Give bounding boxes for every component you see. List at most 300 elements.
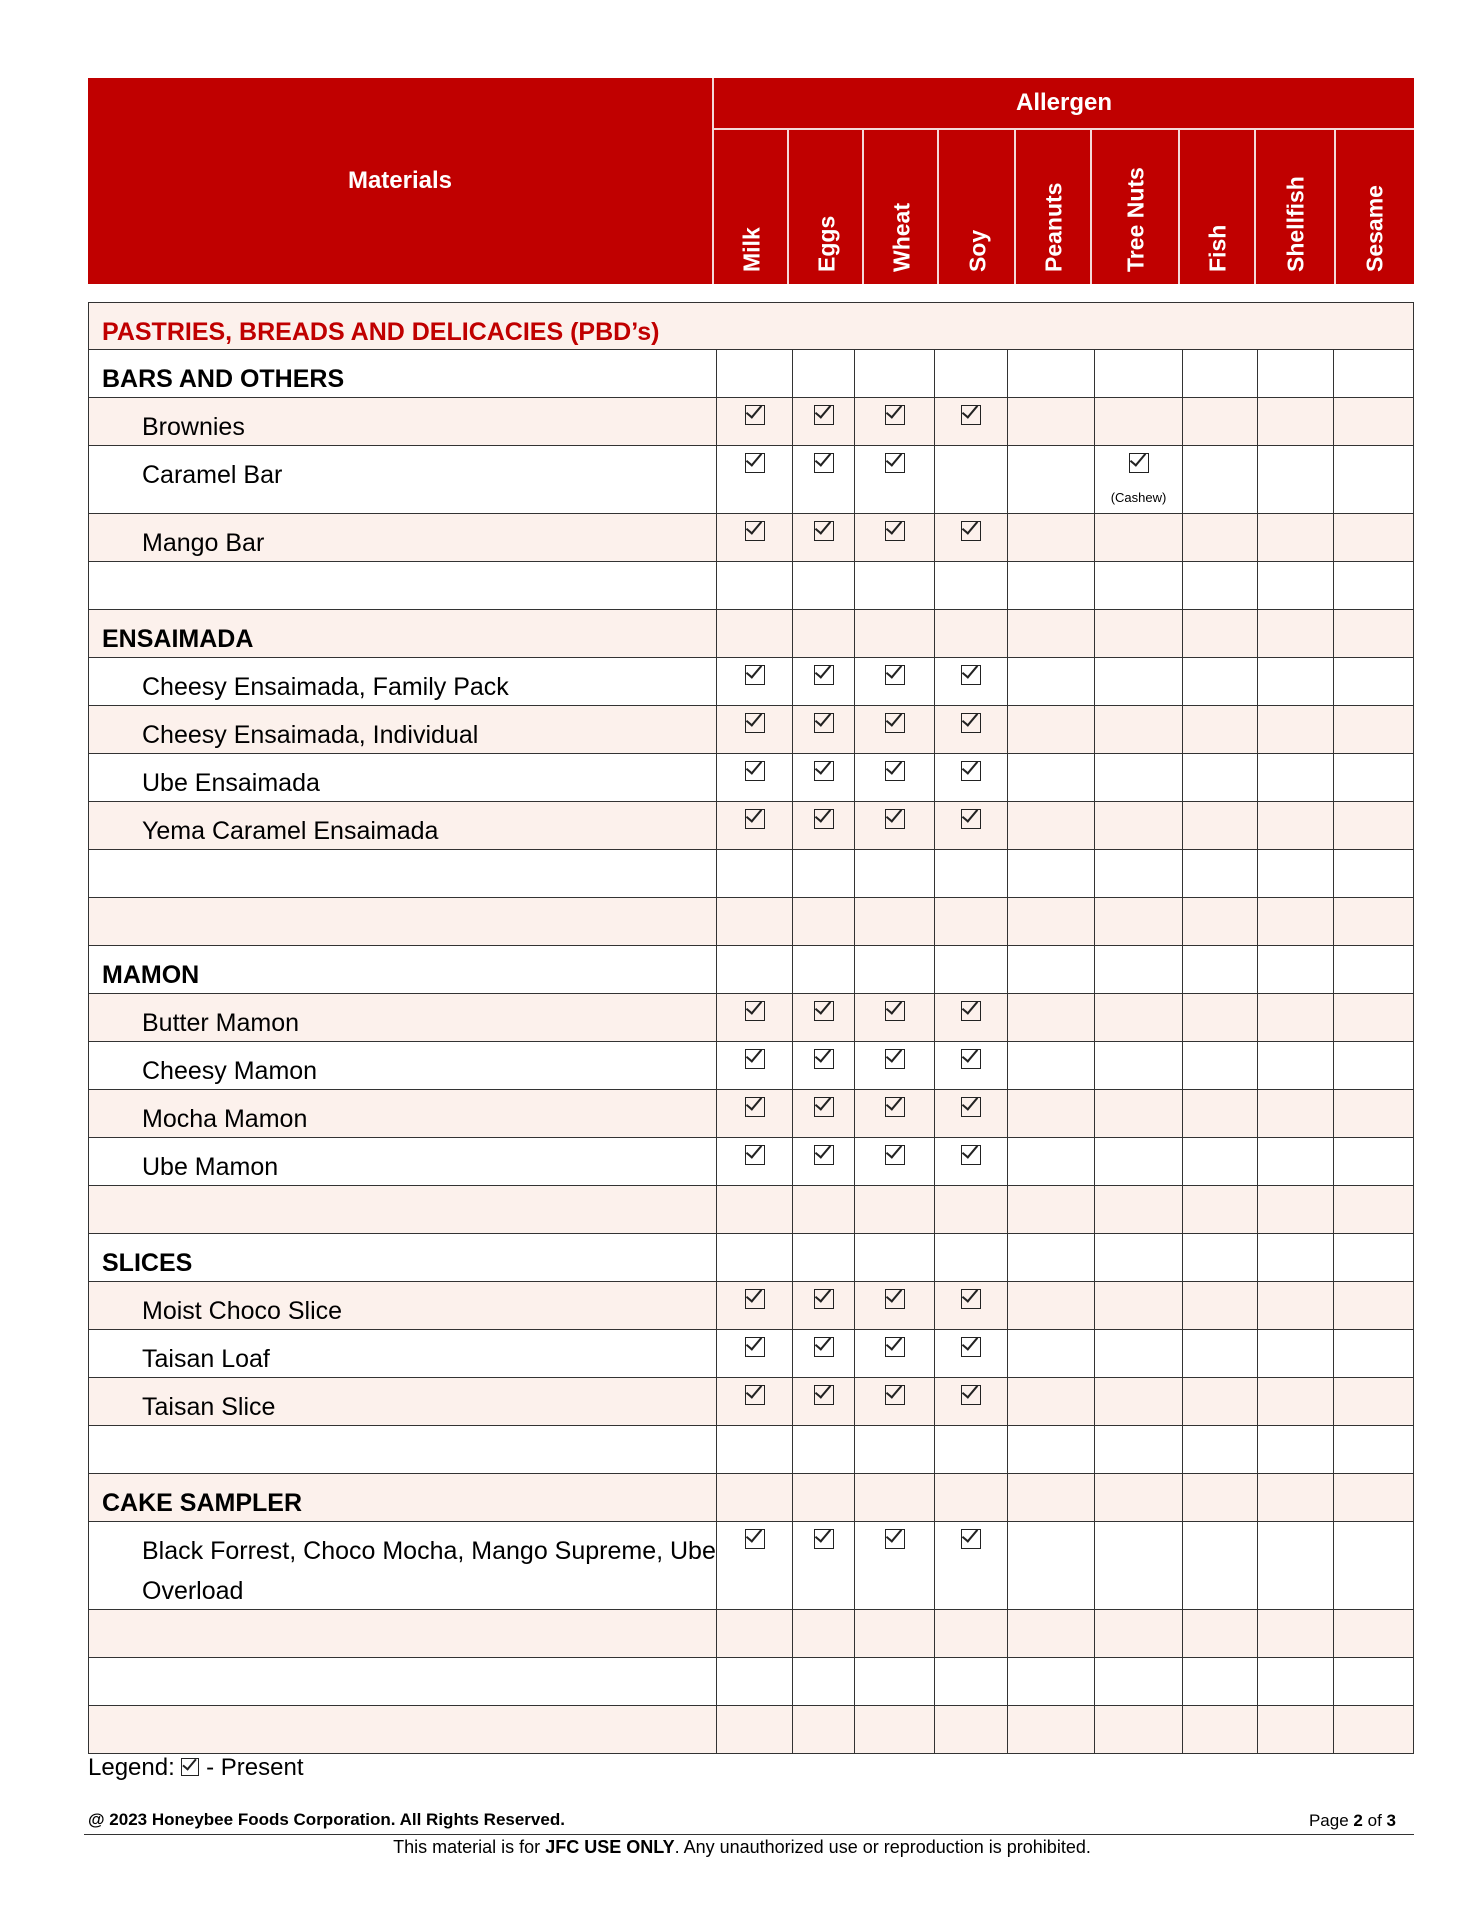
allergen-cell	[1182, 658, 1257, 705]
allergen-cell	[934, 994, 1007, 1041]
disclaimer-emphasis: JFC USE ONLY	[545, 1837, 675, 1857]
allergen-cell	[1257, 562, 1333, 609]
allergen-note: (Cashew)	[1110, 490, 1167, 505]
present-check	[855, 1529, 934, 1554]
present-check	[717, 809, 792, 834]
allergen-cell	[854, 802, 934, 849]
allergen-cell	[1007, 850, 1094, 897]
present-check	[793, 1289, 854, 1314]
allergen-cell	[1182, 350, 1257, 397]
allergen-cell	[934, 658, 1007, 705]
allergen-cell	[716, 398, 792, 445]
table-row	[88, 1282, 1414, 1330]
checkbox-icon	[961, 1385, 981, 1405]
table-row	[88, 398, 1414, 446]
checkbox-icon	[181, 1758, 199, 1776]
allergen-cell	[1094, 802, 1182, 849]
page-prefix: Page	[1308, 1811, 1349, 1830]
allergen-cell	[934, 1186, 1007, 1233]
allergen-cell	[716, 1378, 792, 1425]
blank-row	[88, 1706, 1414, 1754]
allergen-cell	[934, 1474, 1007, 1521]
checkbox-icon	[885, 1385, 905, 1405]
allergen-cell	[1094, 1706, 1182, 1753]
allergen-cell	[792, 1330, 854, 1377]
allergen-cell	[1257, 1138, 1333, 1185]
allergen-cell	[716, 706, 792, 753]
checkbox-icon	[961, 809, 981, 829]
allergen-cell	[1094, 1522, 1182, 1609]
allergen-cell	[1007, 946, 1094, 993]
checkbox-icon	[961, 521, 981, 541]
allergen-cell	[1333, 1706, 1415, 1753]
allergen-cell	[854, 610, 934, 657]
allergen-cell	[716, 898, 792, 945]
allergen-cell	[1094, 706, 1182, 753]
allergen-cell	[1007, 350, 1094, 397]
allergen-cell	[1333, 658, 1415, 705]
allergen-header-sesame	[1336, 130, 1414, 284]
category-label: CAKE SAMPLER	[102, 1489, 303, 1517]
allergen-cell	[792, 1610, 854, 1657]
checkbox-icon	[885, 521, 905, 541]
allergen-cell	[1182, 514, 1257, 561]
allergen-cell	[1094, 1138, 1182, 1185]
checkbox-icon	[885, 713, 905, 733]
allergen-cell	[934, 398, 1007, 445]
allergen-cell	[934, 514, 1007, 561]
allergen-header-shellfish	[1256, 130, 1336, 284]
allergen-cell	[716, 562, 792, 609]
allergen-cell	[1094, 1234, 1182, 1281]
legend-text: - Present	[206, 1754, 304, 1781]
material-name: Mocha Mamon	[142, 1105, 308, 1133]
allergen-cell	[1182, 1426, 1257, 1473]
allergen-cell	[1182, 562, 1257, 609]
allergen-cell	[1094, 1474, 1182, 1521]
allergen-cell	[854, 1090, 934, 1137]
allergen-cell	[716, 658, 792, 705]
allergen-cell	[716, 1522, 792, 1609]
allergen-cell	[1094, 1282, 1182, 1329]
allergen-cell	[792, 562, 854, 609]
allergen-cell	[1007, 1330, 1094, 1377]
material-name: Ube Mamon	[142, 1153, 279, 1181]
material-name: Butter Mamon	[142, 1009, 300, 1037]
checkbox-icon	[885, 761, 905, 781]
present-check	[935, 1289, 1007, 1314]
allergen-cell	[716, 994, 792, 1041]
present-check	[793, 1001, 854, 1026]
page-number	[1196, 1811, 1396, 1831]
allergen-cell	[1257, 898, 1333, 945]
header-divider	[787, 130, 789, 284]
legend	[88, 1754, 303, 1782]
allergen-header-label: Peanuts	[1040, 182, 1067, 272]
allergen-cell	[1007, 1474, 1094, 1521]
allergen-cell	[854, 398, 934, 445]
allergen-cell	[1007, 1234, 1094, 1281]
checkbox-icon	[814, 1337, 834, 1357]
allergen-cell	[1182, 1706, 1257, 1753]
allergen-cell	[792, 1378, 854, 1425]
material-name	[89, 562, 716, 609]
allergen-cell	[1182, 946, 1257, 993]
present-check	[935, 1385, 1007, 1410]
allergen-cell	[934, 1426, 1007, 1473]
allergen-cell	[1094, 1090, 1182, 1137]
allergen-cell	[1182, 1282, 1257, 1329]
material-name: Taisan Slice	[142, 1393, 276, 1421]
allergen-cell	[716, 1330, 792, 1377]
page-of: of	[1367, 1811, 1382, 1830]
present-check	[935, 761, 1007, 786]
allergen-cell	[1094, 1042, 1182, 1089]
present-check	[935, 405, 1007, 430]
allergen-cell	[1333, 1330, 1415, 1377]
allergen-cell	[1007, 1706, 1094, 1753]
checkbox-icon	[745, 1049, 765, 1069]
allergen-cell	[1257, 658, 1333, 705]
allergen-cell	[854, 1378, 934, 1425]
present-check	[717, 1385, 792, 1410]
present-check	[717, 1001, 792, 1026]
allergen-cell	[1182, 706, 1257, 753]
checkbox-icon	[885, 1001, 905, 1021]
allergen-cell	[1333, 1234, 1415, 1281]
allergen-cell	[792, 1138, 854, 1185]
checkbox-icon	[745, 1145, 765, 1165]
allergen-cell	[792, 610, 854, 657]
material-name: Cheesy Ensaimada, Individual	[142, 721, 479, 749]
material-name: Mango Bar	[142, 529, 265, 557]
allergen-cell	[1182, 398, 1257, 445]
checkbox-icon	[814, 1001, 834, 1021]
checkbox-icon	[745, 809, 765, 829]
checkbox-icon	[814, 1097, 834, 1117]
allergen-cell	[1333, 1426, 1415, 1473]
allergen-cell	[854, 1042, 934, 1089]
checkbox-icon	[745, 713, 765, 733]
header-divider	[937, 130, 939, 284]
checkbox-icon	[814, 809, 834, 829]
allergen-header: Allergen	[1015, 89, 1113, 116]
allergen-cell	[1094, 398, 1182, 445]
allergen-cell	[716, 1282, 792, 1329]
checkbox-icon	[961, 665, 981, 685]
blank-row	[88, 1426, 1414, 1474]
allergen-header-label: Soy	[964, 229, 990, 272]
checkbox-icon	[885, 1097, 905, 1117]
allergen-cell	[716, 1042, 792, 1089]
allergen-cell	[792, 1090, 854, 1137]
material-name	[89, 1610, 716, 1657]
allergen-cell	[716, 1090, 792, 1137]
allergen-cell	[934, 1706, 1007, 1753]
blank-row	[88, 1610, 1414, 1658]
present-check	[855, 809, 934, 834]
allergen-cell	[1094, 658, 1182, 705]
blank-row	[88, 1186, 1414, 1234]
checkbox-icon	[814, 761, 834, 781]
allergen-header-label: Wheat	[888, 203, 914, 272]
allergen-cell	[1182, 994, 1257, 1041]
page-current: 2	[1353, 1811, 1363, 1830]
allergen-cell	[854, 350, 934, 397]
allergen-cell	[1333, 1610, 1415, 1657]
checkbox-icon	[745, 1289, 765, 1309]
allergen-cell	[1094, 350, 1182, 397]
present-check	[855, 713, 934, 738]
present-check	[935, 1049, 1007, 1074]
allergen-cell	[934, 562, 1007, 609]
allergen-cell	[1182, 1474, 1257, 1521]
allergen-cell	[934, 1090, 1007, 1137]
footer-divider	[84, 1834, 1414, 1835]
present-check	[793, 1337, 854, 1362]
checkbox-icon	[814, 1529, 834, 1549]
category-row	[88, 350, 1414, 398]
allergen-cell	[934, 754, 1007, 801]
table-row	[88, 1090, 1414, 1138]
table-row	[88, 754, 1414, 802]
allergen-cell	[1182, 850, 1257, 897]
checkbox-icon	[885, 453, 905, 473]
allergen-cell	[1333, 946, 1415, 993]
section-row	[88, 302, 1414, 350]
material-name	[89, 1706, 716, 1753]
allergen-cell	[934, 350, 1007, 397]
allergen-cell	[1007, 1378, 1094, 1425]
allergen-cell	[1007, 610, 1094, 657]
allergen-cell	[854, 1706, 934, 1753]
present-check	[1095, 453, 1182, 478]
checkbox-icon	[745, 521, 765, 541]
checkbox-icon	[885, 1049, 905, 1069]
allergen-cell	[934, 446, 1007, 513]
present-check	[855, 1385, 934, 1410]
present-check	[935, 1529, 1007, 1554]
allergen-cell	[1007, 1426, 1094, 1473]
allergen-cell	[1182, 1522, 1257, 1609]
present-check	[855, 405, 934, 430]
present-check	[793, 405, 854, 430]
present-check	[793, 453, 854, 478]
present-check	[793, 665, 854, 690]
allergen-cell	[1094, 1426, 1182, 1473]
allergen-cell	[1007, 1522, 1094, 1609]
allergen-header-milk	[714, 130, 789, 284]
allergen-cell	[1333, 754, 1415, 801]
material-name: Ube Ensaimada	[142, 769, 320, 797]
allergen-header-fish	[1180, 130, 1256, 284]
allergen-cell	[792, 1042, 854, 1089]
table-row	[88, 1138, 1414, 1186]
allergen-cell	[1333, 398, 1415, 445]
allergen-cell	[716, 610, 792, 657]
allergen-cell	[1333, 1378, 1415, 1425]
present-check	[855, 453, 934, 478]
present-check	[855, 1289, 934, 1314]
section-title: PASTRIES, BREADS AND DELICACIES (PBD’s)	[102, 318, 660, 346]
allergen-cell	[1007, 658, 1094, 705]
category-row	[88, 946, 1414, 994]
checkbox-icon	[1129, 453, 1149, 473]
allergen-cell	[792, 706, 854, 753]
checkbox-icon	[885, 1289, 905, 1309]
present-check	[855, 761, 934, 786]
present-check	[855, 1337, 934, 1362]
material-name: Taisan Loaf	[142, 1345, 270, 1373]
allergen-cell	[854, 562, 934, 609]
allergen-cell	[1333, 898, 1415, 945]
blank-row	[88, 850, 1414, 898]
material-name: Cheesy Ensaimada, Family Pack	[142, 673, 509, 701]
allergen-cell	[934, 1042, 1007, 1089]
allergen-cell	[1333, 1522, 1415, 1609]
allergen-cell	[934, 1610, 1007, 1657]
disclaimer-prefix: This material is for	[393, 1837, 541, 1857]
allergen-cell	[1333, 514, 1415, 561]
allergen-cell	[792, 1426, 854, 1473]
checkbox-icon	[745, 1001, 765, 1021]
allergen-cell	[854, 754, 934, 801]
category-label: MAMON	[102, 961, 200, 989]
checkbox-icon	[885, 665, 905, 685]
allergen-cell	[1257, 1426, 1333, 1473]
allergen-cell	[1007, 802, 1094, 849]
present-check	[717, 1289, 792, 1314]
allergen-header-label: Eggs	[813, 215, 839, 272]
allergen-cell	[854, 1474, 934, 1521]
allergen-cell	[716, 946, 792, 993]
checkbox-icon	[961, 1097, 981, 1117]
disclaimer	[0, 1837, 1484, 1858]
allergen-cell	[792, 1186, 854, 1233]
table-row	[88, 802, 1414, 850]
allergen-cell	[792, 1474, 854, 1521]
allergen-header-label: Fish	[1204, 224, 1231, 272]
allergen-cell	[1182, 802, 1257, 849]
allergen-cell	[1182, 1658, 1257, 1705]
allergen-cell	[934, 802, 1007, 849]
table-row	[88, 514, 1414, 562]
checkbox-icon	[814, 453, 834, 473]
present-check	[717, 1049, 792, 1074]
allergen-cell	[1182, 1186, 1257, 1233]
checkbox-icon	[814, 405, 834, 425]
allergen-cell	[1333, 446, 1415, 513]
allergen-cell	[934, 1282, 1007, 1329]
checkbox-icon	[745, 453, 765, 473]
present-check	[855, 665, 934, 690]
checkbox-icon	[745, 665, 765, 685]
checkbox-icon	[745, 1097, 765, 1117]
allergen-cell	[1094, 514, 1182, 561]
allergen-cell	[1257, 446, 1333, 513]
allergen-cell	[1257, 706, 1333, 753]
allergen-cell	[1094, 1186, 1182, 1233]
present-check	[935, 665, 1007, 690]
allergen-cell	[854, 1186, 934, 1233]
category-row	[88, 1234, 1414, 1282]
header-divider	[862, 130, 864, 284]
allergen-cell	[716, 1186, 792, 1233]
allergen-cell	[792, 946, 854, 993]
allergen-cell	[1182, 1090, 1257, 1137]
allergen-cell	[1333, 350, 1415, 397]
allergen-cell	[1007, 1658, 1094, 1705]
allergen-cell	[854, 446, 934, 513]
allergen-cell	[1257, 1186, 1333, 1233]
allergen-cell	[1333, 802, 1415, 849]
allergen-cell	[1007, 1282, 1094, 1329]
allergen-cell	[1257, 994, 1333, 1041]
allergen-cell	[792, 1522, 854, 1609]
present-check	[793, 1145, 854, 1170]
allergen-cell	[792, 1706, 854, 1753]
allergen-cell	[792, 514, 854, 561]
allergen-cell	[1257, 398, 1333, 445]
legend-label: Legend:	[88, 1754, 175, 1781]
checkbox-icon	[814, 521, 834, 541]
allergen-cell	[934, 850, 1007, 897]
category-row	[88, 1474, 1414, 1522]
checkbox-icon	[814, 1385, 834, 1405]
checkbox-icon	[961, 761, 981, 781]
present-check	[717, 1529, 792, 1554]
present-check	[717, 1097, 792, 1122]
page-total: 3	[1386, 1811, 1396, 1830]
allergen-cell	[854, 514, 934, 561]
checkbox-icon	[814, 1145, 834, 1165]
allergen-cell	[1094, 1378, 1182, 1425]
checkbox-icon	[961, 1337, 981, 1357]
material-name: Caramel Bar	[142, 461, 283, 489]
allergen-cell	[1007, 562, 1094, 609]
allergen-cell	[1257, 1658, 1333, 1705]
material-name: Brownies	[142, 413, 245, 441]
allergen-cell	[1333, 1090, 1415, 1137]
blank-row	[88, 562, 1414, 610]
allergen-header-label: Milk	[738, 227, 764, 272]
present-check	[935, 809, 1007, 834]
present-check	[935, 1145, 1007, 1170]
present-check	[717, 1145, 792, 1170]
table-row	[88, 446, 1414, 514]
allergen-cell	[1182, 898, 1257, 945]
allergen-cell	[716, 350, 792, 397]
allergen-cell	[1333, 1042, 1415, 1089]
allergen-cell	[792, 658, 854, 705]
allergen-cell	[934, 898, 1007, 945]
present-check	[793, 761, 854, 786]
allergen-cell	[1257, 802, 1333, 849]
disclaimer-suffix: . Any unauthorized use or reproduction is prohibited.	[674, 1837, 1091, 1857]
checkbox-icon	[745, 761, 765, 781]
allergen-cell	[934, 1522, 1007, 1609]
allergen-cell	[1257, 350, 1333, 397]
allergen-cell	[792, 1282, 854, 1329]
allergen-cell	[934, 1378, 1007, 1425]
allergen-cell	[934, 946, 1007, 993]
present-check	[717, 713, 792, 738]
table-row	[88, 658, 1414, 706]
allergen-cell	[1007, 1090, 1094, 1137]
material-name: Yema Caramel Ensaimada	[142, 817, 439, 845]
allergen-cell	[716, 1658, 792, 1705]
allergen-cell	[854, 658, 934, 705]
